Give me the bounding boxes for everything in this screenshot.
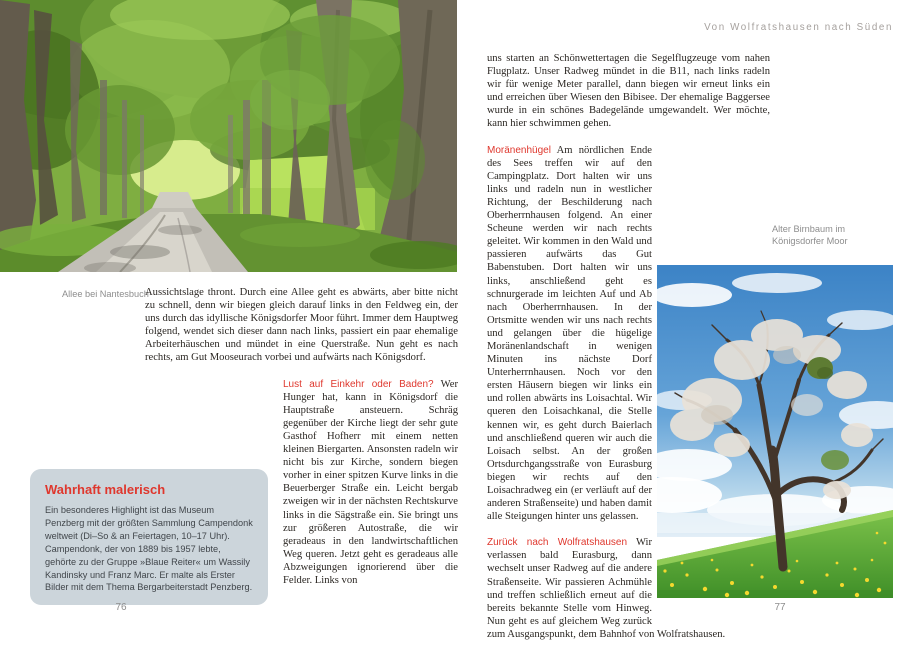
running-head: Von Wolfratshausen nach Süden — [704, 22, 893, 33]
pear-tree-photo-illustration — [657, 265, 893, 598]
paragraph — [145, 286, 458, 365]
pear-tree-photo — [657, 265, 893, 598]
paragraph-text: Wer Hunger hat, kann in Königsdorf die Hauptstraße ansteuern. Schräg gegenüber der Kirche liegt der sehr gute Gasthof Hofherr mit einem netten kleinen Biergarten. Ansonsten radeln wir nicht bis zur Kirche, sondern biegen vorher in einer spitzen Kurve links in die Beuerberger Straße ein. Leicht bergab zweigen wir in der nächsten Rechtskurve links in die Sägstraße ein. Sie bringt uns zur größeren Autostraße, die wir geradeaus in den landwirtschaftlichen Weg queren. Jetzt geht es geradeaus alle Abzweigungen ignorierend über die Felder. Links von — [283, 378, 458, 586]
allee-photo — [0, 0, 457, 272]
pear-tree-photo-caption: Alter Birnbaum im Königsdorfer Moor — [772, 224, 848, 246]
info-box — [30, 469, 268, 605]
paragraph — [487, 52, 770, 131]
paragraph-text: uns starten an Schönwettertagen die Segelflugzeuge vom nahen Flugplatz. Unser Radweg mündet in die B11, nach links radeln wir für wenige Meter parallel, dann biegen wir erneut links ein und erreichen über Wiesen den Bibisee. Der ehemalige Baggersee wurde in ein schönes Badegelände umgewandelt. Wer möchte, kann hier schwimmen gehen. — [487, 53, 770, 130]
info-box-text: Ein besonderes Highlight ist das Museum Penzberg mit der größten Sammlung Campendonk weltweit (Di–So & an Feiertagen, 10–17 Uhr). Campendonk, der von 1889 bis 1957 lebte, gehörte zu der Gruppe »Blaue Reiter« um Wassily Kandinsky und Franz Marc. Er malte als Erster Bilder mit dem Thema Bergarbeiterstadt Penzberg. — [45, 505, 253, 593]
paragraph-lead: Zurück nach Wolfratshausen — [487, 537, 628, 549]
page-number-right: 77 — [774, 602, 786, 613]
info-box-title: Wahrhaft malerisch — [45, 482, 166, 497]
paragraph-lead: Lust auf Einkehr oder Baden? — [283, 378, 434, 390]
paragraph-text: Am nördlichen Ende des Sees treffen wir auf den Campingplatz. Dort halten wir uns links und radeln nun in westlicher Richtung, der Beschilderung nach Oberherrnhausen folgend. An einer Scheune werden wir nach rechts geleitet. Wir kommen in den Wald und passieren aufwärts das Gut Babenstuben. Dort halten wir uns links, anschließend geht es schnurgerade im leichten Auf und Ab nach Oberherrnhausen. In der Ortsmitte wenden wir uns nach rechts und gelangen über die hügelige Moränenlandschaft in wenigen Minuten ins nächste Dorf Unterherrnhausen. Noch vor den ersten Häusern biegen wir links ein und rollen abwärts ins Loisachtal. Wir queren den Loisachkanal, die Stelle kennen wir, es geht durch Baierlach und anschließend queren wir auch die Loisach selbst. An der großen Ortsdurchgangsstraße von Eurasburg biegen wir rechts auf den Loisachradweg ein (er verläuft auf der anderen Straßenseite) und haben damit alle Steigungen hinter uns gelassen. — [487, 144, 652, 523]
allee-photo-caption: Allee bei Nantesbuch — [62, 289, 149, 299]
paragraph-text: Wir verlassen bald Eurasburg, dann wechselt unser Radweg auf die andere Straßenseite. Wir passieren Achmühle und treffen schließlich erneut auf die bereits bekannte Stelle vom Hinweg. Nun geht es auf gleichem Weg zurück zum Ausgangspunkt, dem Bahnhof von Wolfratshausen. — [487, 537, 726, 640]
paragraph-text: Aussichtslage thront. Durch eine Allee geht es abwärts, aber bitte nicht zu schnell, denn wir biegen gleich darauf links in den Feldweg ein, der uns durch das idyllische Königsdorfer Moor führt. Immer dem Hauptweg folgend, wendet sich dieser dann nach links, passiert ein paar ehemalige Arbeiterhäuschen und mündet in eine Querstraße. Nun geht es nach rechts, am Gut Mooseurach vorbei und aufwärts nach Königsdorf. — [145, 287, 458, 364]
allee-photo-illustration — [0, 0, 457, 272]
paragraph-lead: Moränenhügel — [487, 144, 551, 156]
page-number-left: 76 — [115, 602, 127, 613]
